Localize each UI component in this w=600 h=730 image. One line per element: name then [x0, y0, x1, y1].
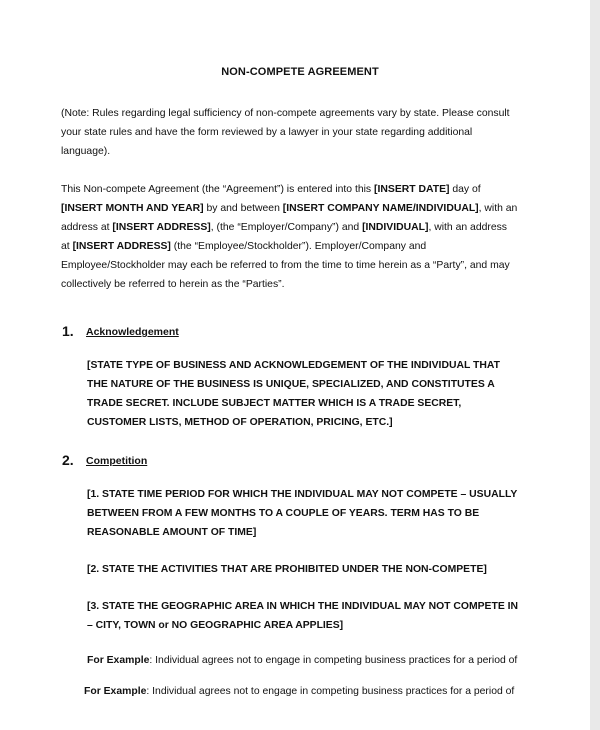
competition-geographic-area [87, 597, 547, 635]
intro-text: address at [61, 222, 113, 233]
intro-line: collectively be referred to herein as the “Parties”. [61, 279, 285, 290]
section-number: 1. [62, 323, 74, 339]
intro-text: , with an address [428, 222, 508, 233]
insert-month-year-placeholder: [INSERT MONTH AND YEAR] [61, 203, 204, 214]
instruction-line: [1. STATE TIME PERIOD FOR WHICH THE INDIVIDUAL MAY NOT COMPETE – USUALLY [87, 489, 518, 500]
section-number: 2. [62, 452, 74, 468]
note-line: (Note: Rules regarding legal sufficiency of non-compete agreements vary by state. Please consult [61, 108, 510, 119]
instruction-line: TRADE SECRET. INCLUDE SUBJECT MATTER WHICH IS A TRADE SECRET, [87, 398, 462, 409]
individual-placeholder: [INDIVIDUAL] [362, 222, 429, 233]
intro-text: , (the “Employer/Company”) and [210, 222, 363, 233]
example-label: For Example [87, 655, 150, 666]
instruction-line: THE NATURE OF THE BUSINESS IS UNIQUE, SPECIALIZED, AND CONSTITUTES A [87, 379, 495, 390]
example-text: : Individual agrees not to engage in competing business practices for a period of [146, 686, 515, 697]
intro-text: (the “Employee/Stockholder”). Employer/Company and [170, 241, 427, 252]
intro-text: at [61, 241, 73, 252]
intro-text: , with an [478, 203, 518, 214]
intro-line [61, 199, 541, 218]
insert-address-placeholder: [INSERT ADDRESS] [72, 241, 171, 252]
example-text: : Individual agrees not to engage in competing business practices for a period of [149, 655, 518, 666]
example-line [87, 651, 517, 670]
instruction-line: CUSTOMER LISTS, METHOD OF OPERATION, PRICING, ETC.] [87, 417, 393, 428]
document-title: NON-COMPETE AGREEMENT [221, 66, 379, 78]
instruction-line: BETWEEN FROM A FEW MONTHS TO A COUPLE OF YEARS. TERM HAS TO BE [87, 508, 480, 519]
section-title: Acknowledgement [86, 326, 179, 338]
page-edge [590, 0, 600, 730]
intro-text: by and between [203, 203, 283, 214]
intro-text: day of [449, 184, 481, 195]
acknowledgement-instructions [87, 356, 547, 432]
intro-line [61, 218, 541, 237]
note-line: language). [61, 146, 111, 157]
note-line: your state rules and have the form reviewed by a lawyer in your state regarding additional [61, 127, 473, 138]
insert-company-placeholder: [INSERT COMPANY NAME/INDIVIDUAL] [282, 203, 479, 214]
example-line [84, 682, 514, 701]
instruction-line: – CITY, TOWN or NO GEOGRAPHIC AREA APPLIES] [87, 620, 344, 631]
competition-time-period [87, 485, 547, 542]
instruction-line: REASONABLE AMOUNT OF TIME] [87, 527, 257, 538]
insert-date-placeholder: [INSERT DATE] [374, 184, 450, 195]
instruction-line: [STATE TYPE OF BUSINESS AND ACKNOWLEDGEMENT OF THE INDIVIDUAL THAT [87, 360, 500, 371]
instruction-line: [2. STATE THE ACTIVITIES THAT ARE PROHIBITED UNDER THE NON-COMPETE] [87, 564, 487, 575]
insert-address-placeholder: [INSERT ADDRESS] [112, 222, 211, 233]
intro-line [61, 180, 541, 199]
intro-text: This Non-compete Agreement (the “Agreement”) is entered into this [61, 184, 375, 195]
instruction-line: [3. STATE THE GEOGRAPHIC AREA IN WHICH THE INDIVIDUAL MAY NOT COMPETE IN [87, 601, 519, 612]
intro-line: Employee/Stockholder may each be referred to from the time to time herein as a “Party”, and may [61, 260, 510, 271]
competition-activities [87, 560, 547, 579]
section-title: Competition [86, 455, 148, 467]
note-paragraph [61, 104, 541, 161]
example-label: For Example [84, 686, 147, 697]
intro-paragraph [61, 180, 541, 294]
intro-line [61, 237, 541, 256]
